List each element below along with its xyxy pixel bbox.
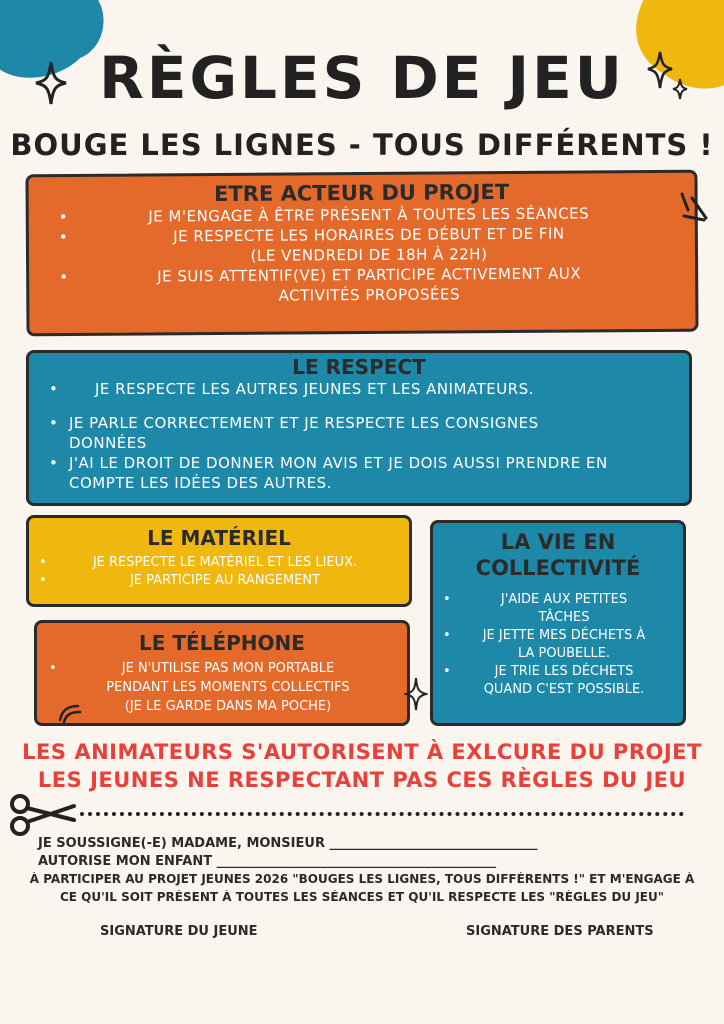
page-title: RÈGLES DE JEU <box>99 44 625 112</box>
list-item-continued: TÂCHES <box>538 610 590 625</box>
accent-lines-icon <box>676 190 712 224</box>
section-collectivite-title <box>433 529 683 581</box>
warning-line1: LES ANIMATEURS S'AUTORISENT À EXLCURE DU PROJET <box>22 740 702 764</box>
list-item: • JE PARLE CORRECTEMENT ET JE RESPECTE LES CONSIGNES <box>49 413 669 433</box>
list-item-continued: ACTIVITÉS PROPOSÉES <box>278 285 460 305</box>
form-line-name: JE SOUSSIGNÉ(-E) MADAME, MONSIEUR ________________________________ <box>38 836 538 851</box>
list-item-continued: (JE LE GARDE DANS MA POCHE) <box>124 699 332 714</box>
form-line-consent: À PARTICIPER AU PROJET JEUNES 2026 "BOUGES LES LIGNES, TOUS DIFFÉRENTS !" ET M'ENGAGE À <box>29 872 695 886</box>
section-respect-title: LE RESPECT <box>292 355 426 379</box>
list-item: • JE SUIS ATTENTIF(VE) ET PARTICIPE ACTIVEMENT AUX <box>59 263 665 287</box>
section-collectivite <box>430 520 686 726</box>
section-acteur <box>25 170 698 337</box>
list-item: • JE JETTE MES DÉCHETS À <box>443 627 673 645</box>
list-item: • J'AIDE AUX PETITES <box>443 591 673 609</box>
list-item-continued: PENDANT LES MOMENTS COLLECTIFS <box>106 680 350 695</box>
list-item: • JE N'UTILISE PAS MON PORTABLE <box>49 659 395 678</box>
section-telephone-title: LE TÉLÉPHONE <box>139 631 305 655</box>
section-telephone <box>34 620 410 726</box>
list-item: • JE RESPECTE LE MATÉRIEL ET LES LIEUX. <box>39 554 399 572</box>
list-item-continued: (LE VENDREDI DE 18H À 22H) <box>250 245 488 265</box>
accent-lines-icon <box>56 702 82 724</box>
warning-line2: LES JEUNES NE RESPECTANT PAS CES RÈGLES DU JEU <box>37 768 687 792</box>
list-item: • JE RESPECTE LES HORAIRES DE DÉBUT ET DE FIN <box>59 223 665 247</box>
section-acteur-title: ETRE ACTEUR DU PROJET <box>213 179 510 207</box>
list-item: • J'AI LE DROIT DE DONNER MON AVIS ET JE DOIS AUSSI PRENDRE EN <box>49 453 669 473</box>
section-materiel <box>26 515 412 607</box>
list-item-continued: QUAND C'EST POSSIBLE. <box>483 682 645 697</box>
section-respect <box>26 350 692 506</box>
page-subtitle: BOUGE LES LIGNES - TOUS DIFFÉRENTS ! <box>10 128 714 162</box>
cut-line <box>80 812 684 816</box>
list-item: • JE TRIE LES DÉCHETS <box>443 663 673 681</box>
list-item-continued: COMPTE LES IDÉES DES AUTRES. <box>69 474 332 492</box>
sparkle-icon <box>404 676 428 712</box>
form-line-commitment: CE QU'IL SOIT PRÉSENT À TOUTES LES SÉANCES ET QU'IL RESPECTE LES "RÈGLES DU JEU" <box>59 890 664 904</box>
list-item-continued: DONNÉES <box>69 434 147 452</box>
signature-youth-label: SIGNATURE DU JEUNE <box>100 924 258 939</box>
signature-parents-label: SIGNATURE DES PARENTS <box>466 924 654 939</box>
section-collectivite-title-line1: LA VIE EN <box>500 530 616 554</box>
section-materiel-title: LE MATÉRIEL <box>147 526 291 550</box>
form-line-child: AUTORISE MON ENFANT ___________________________________________ <box>38 854 497 869</box>
list-item: • JE M'ENGAGE À ÊTRE PRÉSENT À TOUTES LES SÉANCES <box>59 203 665 227</box>
scissors-icon <box>8 790 78 840</box>
list-item-continued: LA POUBELLE. <box>517 646 611 661</box>
list-item: • JE RESPECTE LES AUTRES JEUNES ET LES ANIMATEURS. <box>49 379 669 399</box>
list-item: • JE PARTICIPE AU RANGEMENT <box>39 572 399 590</box>
section-collectivite-title-line2: COLLECTIVITÉ <box>475 556 641 580</box>
